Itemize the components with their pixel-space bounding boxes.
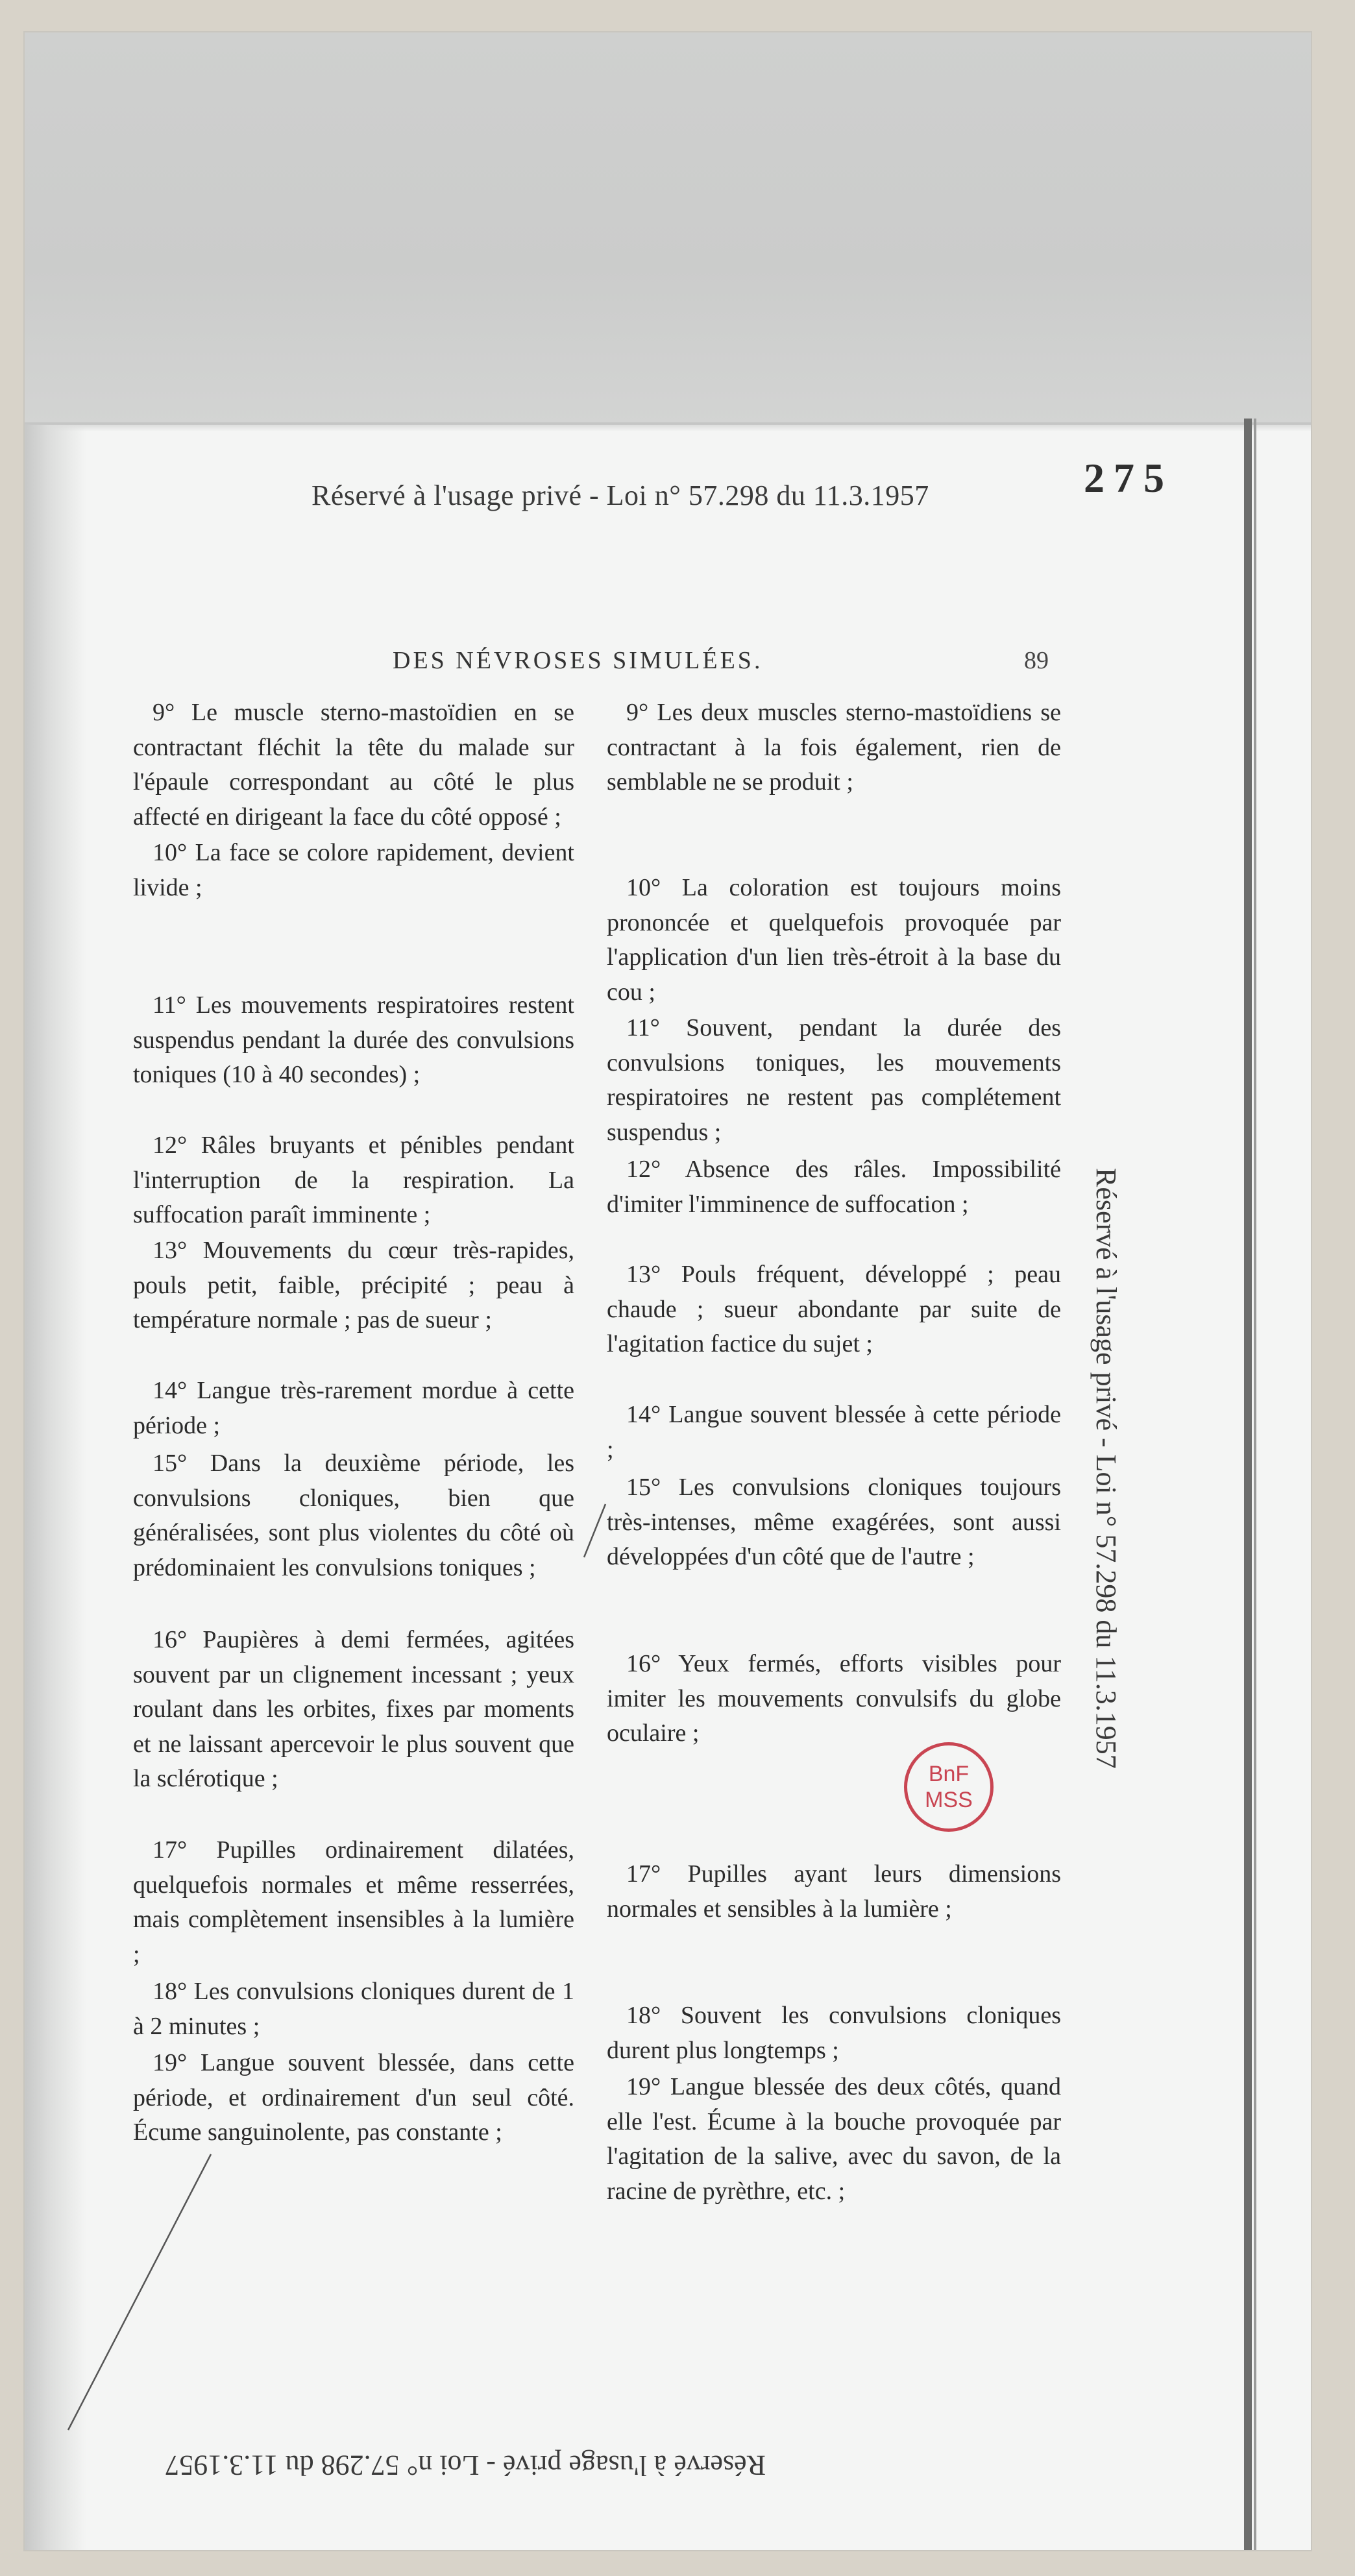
copyright-stamp-side: Réservé à l'usage privé - Loi n° 57.298 du 11.3.1957 — [1090, 1168, 1122, 1769]
left-item-19: 19° Langue souvent blessée, dans cette période, et ordinairement d'un seul côté. Écume sanguinolente, pas constante ; — [133, 2049, 574, 2146]
copyright-stamp-top: Réservé à l'usage privé - Loi n° 57.298 du 11.3.1957 — [311, 480, 929, 511]
right-item-9: 9° Les deux muscles sterno-mastoïdiens se contractant à la fois également, rien de semblable ne se produit ; — [607, 699, 1061, 796]
seal-line-1: BnF — [928, 1762, 970, 1786]
right-item-16: 16° Yeux fermés, efforts visibles pour imiter les mouvements convulsifs du globe oculaire ; — [607, 1650, 1061, 1747]
left-item-15: 15° Dans la deuxième période, les convulsions cloniques, bien que généralisées, sont plus violentes du côté où prédominaient les convulsions toniques ; — [133, 1450, 574, 1581]
seal-line-2: MSS — [925, 1788, 973, 1812]
pen-stroke-slash — [584, 1504, 605, 1557]
right-item-11: 11° Souvent, pendant la durée des convulsions toniques, les mouvements respiratoires ne restent pas complétement suspendus ; — [607, 1014, 1061, 1146]
right-item-19: 19° Langue blessée des deux côtés, quand elle l'est. Écume à la bouche provoquée par l'agitation de la salive, avec du savon, de la racine de pyrèthre, etc. ; — [607, 2073, 1061, 2205]
page-number: 89 — [1024, 647, 1049, 674]
right-item-12: 12° Absence des râles. Impossibilité d'imiter l'imminence de suffocation ; — [607, 1156, 1061, 1218]
left-item-16: 16° Paupières à demi fermées, agitées souvent par un clignement incessant ; yeux roulant dans les orbites, fixes par moments et ne laissant apercevoir le plus souvent que la sclérotique ; — [133, 1626, 574, 1792]
pen-stroke-diagonal — [68, 2154, 211, 2430]
right-item-15: 15° Les convulsions cloniques toujours très-intenses, même exagérées, sont aussi développées d'un côté que de l'autre ; — [607, 1474, 1061, 1570]
right-item-17: 17° Pupilles ayant leurs dimensions normales et sensibles à la lumière ; — [607, 1860, 1061, 1923]
left-item-12: 12° Râles bruyants et pénibles pendant l'interruption de la respiration. La suffocation paraît imminente ; — [133, 1132, 574, 1228]
left-item-9: 9° Le muscle sterno-mastoïdien en se contractant fléchit la tête du malade sur l'épaule correspondant au côté le plus affecté en dirigeant la face du côté opposé ; — [133, 699, 574, 831]
left-item-14: 14° Langue très-rarement mordue à cette période ; — [133, 1377, 574, 1439]
right-item-14: 14° Langue souvent blessée à cette période ; — [607, 1401, 1061, 1463]
right-item-10: 10° La coloration est toujours moins prononcée et quelquefois provoquée par l'application d'un lien très-étroit à la base du cou ; — [607, 874, 1061, 1006]
left-item-17: 17° Pupilles ordinairement dilatées, quelquefois normales et même resserrées, mais complètement insensibles à la lumière ; — [133, 1836, 574, 1968]
copyright-stamp-bottom: Réservé à l'usage privé - Loi n° 57.298 du 11.3.1957 — [165, 2449, 766, 2481]
folio-number: 275 — [1084, 455, 1173, 501]
left-item-11: 11° Les mouvements respiratoires restent suspendus pendant la durée des convulsions toniques (10 à 40 secondes) ; — [133, 991, 574, 1088]
left-item-18: 18° Les convulsions cloniques durent de 1 à 2 minutes ; — [133, 1978, 574, 2040]
running-title: DES NÉVROSES SIMULÉES. — [393, 647, 763, 674]
left-item-10: 10° La face se colore rapidement, devient livide ; — [133, 839, 574, 901]
right-item-13: 13° Pouls fréquent, développé ; peau chaude ; sueur abondante par suite de l'agitation factice du sujet ; — [607, 1261, 1061, 1357]
right-item-18: 18° Souvent les convulsions cloniques durent plus longtemps ; — [607, 2002, 1061, 2064]
left-item-13: 13° Mouvements du cœur très-rapides, pouls petit, faible, précipité ; peau à température normale ; pas de sueur ; — [133, 1237, 574, 1333]
